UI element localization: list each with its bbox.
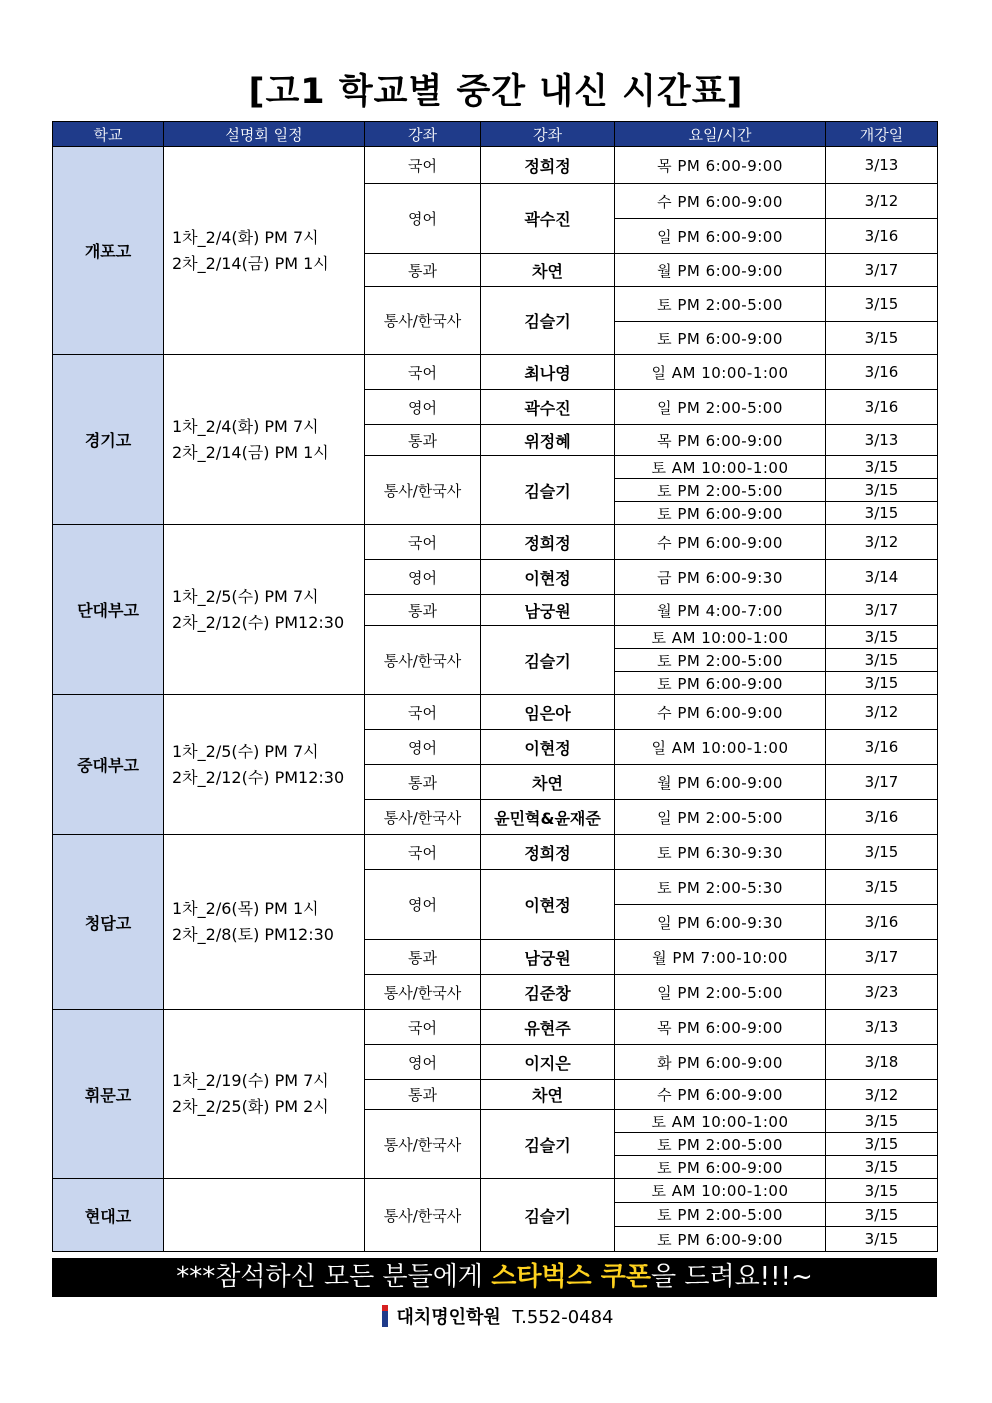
school-name: 개포고 [53,147,164,355]
session-schedule [164,1010,365,1179]
page-title: [고1 학교별 중간 내신 시간표] [248,72,744,112]
session-schedule [164,1179,365,1252]
subject-cell: 통사/한국사 [365,1179,481,1252]
column-header-start-date: 개강일 [826,122,938,147]
subject-cell: 통과 [365,940,481,975]
teacher-cell: 이현정 [481,870,615,940]
column-header-day-time: 요일/시간 [615,122,826,147]
start-date-cell: 3/16 [826,390,938,425]
day-time-cell: 월 PM 4:00-7:00 [615,595,826,626]
subject-cell: 통사/한국사 [365,1110,481,1179]
teacher-cell: 이지은 [481,1045,615,1080]
subject-cell: 영어 [365,1045,481,1080]
teacher-cell: 차연 [481,1080,615,1110]
day-time-cell: 일 PM 2:00-5:00 [615,390,826,425]
session-line: 1차_2/5(수) PM 7시 [172,586,319,606]
subject-cell: 국어 [365,525,481,560]
start-date-cell: 3/12 [826,525,938,560]
start-date-cell: 3/15 [826,322,938,355]
teacher-cell: 김슬기 [481,456,615,525]
day-time-cell: 토 AM 10:00-1:00 [615,1179,826,1203]
subject-cell: 통사/한국사 [365,975,481,1010]
subject-cell: 통과 [365,1080,481,1110]
subject-cell: 영어 [365,560,481,595]
start-date-cell: 3/15 [826,1179,938,1203]
start-date-cell: 3/15 [826,835,938,870]
subject-cell: 통사/한국사 [365,456,481,525]
start-date-cell: 3/17 [826,254,938,287]
day-time-cell: 목 PM 6:00-9:00 [615,1010,826,1045]
table-row [53,1179,938,1203]
subject-cell: 국어 [365,1010,481,1045]
day-time-cell: 금 PM 6:00-9:30 [615,560,826,595]
teacher-cell: 위정혜 [481,425,615,456]
start-date-cell: 3/15 [826,1110,938,1133]
subject-cell: 영어 [365,730,481,765]
day-time-cell: 월 PM 7:00-10:00 [615,940,826,975]
session-schedule [164,695,365,835]
subject-cell: 통과 [365,425,481,456]
start-date-cell: 3/17 [826,765,938,800]
banner-prefix: ***참석하신 모든 분들에게 [176,1262,492,1292]
subject-cell: 통사/한국사 [365,626,481,695]
subject-cell: 영어 [365,184,481,254]
day-time-cell: 토 AM 10:00-1:00 [615,626,826,649]
start-date-cell: 3/12 [826,695,938,730]
start-date-cell: 3/15 [826,456,938,479]
column-header-teacher: 강좌 [481,122,615,147]
teacher-cell: 곽수진 [481,184,615,254]
teacher-cell: 김슬기 [481,1179,615,1252]
start-date-cell: 3/17 [826,940,938,975]
start-date-cell: 3/15 [826,672,938,695]
teacher-cell: 임은아 [481,695,615,730]
start-date-cell: 3/15 [826,287,938,322]
subject-cell: 통과 [365,595,481,626]
day-time-cell: 토 PM 2:00-5:30 [615,870,826,905]
start-date-cell: 3/15 [826,649,938,672]
teacher-cell: 정희정 [481,835,615,870]
day-time-cell: 월 PM 6:00-9:00 [615,254,826,287]
footer-brand: 대치명인학원 [396,1307,501,1328]
day-time-cell: 화 PM 6:00-9:00 [615,1045,826,1080]
day-time-cell: 수 PM 6:00-9:00 [615,525,826,560]
day-time-cell: 월 PM 6:00-9:00 [615,765,826,800]
start-date-cell: 3/13 [826,147,938,184]
start-date-cell: 3/15 [826,502,938,525]
teacher-cell: 남궁원 [481,595,615,626]
school-name: 중대부고 [53,695,164,835]
day-time-cell: 일 PM 6:00-9:00 [615,219,826,254]
session-line: 2차_2/14(금) PM 1시 [172,442,329,462]
teacher-cell: 정희정 [481,147,615,184]
day-time-cell: 토 PM 6:00-9:00 [615,322,826,355]
academy-logo-icon [378,1305,392,1327]
session-line: 2차_2/12(수) PM12:30 [172,767,345,787]
session-line: 2차_2/25(화) PM 2시 [172,1097,329,1116]
day-time-cell: 토 PM 2:00-5:00 [615,1203,826,1227]
day-time-cell: 토 PM 6:30-9:30 [615,835,826,870]
teacher-cell: 이현정 [481,730,615,765]
day-time-cell: 일 PM 2:00-5:00 [615,800,826,835]
column-header-school: 학교 [53,122,164,147]
teacher-cell: 정희정 [481,525,615,560]
subject-cell: 통사/한국사 [365,800,481,835]
start-date-cell: 3/16 [826,730,938,765]
day-time-cell: 일 AM 10:00-1:00 [615,730,826,765]
day-time-cell: 토 PM 2:00-5:00 [615,479,826,502]
teacher-cell: 김슬기 [481,626,615,695]
column-header-session: 설명회 일정 [164,122,365,147]
promo-banner [52,1258,937,1297]
schedule-table [52,121,938,1252]
session-schedule [164,835,365,1010]
table-row [53,525,938,560]
start-date-cell: 3/23 [826,975,938,1010]
teacher-cell: 유현주 [481,1010,615,1045]
school-name: 청담고 [53,835,164,1010]
teacher-cell: 윤민혁&윤재준 [481,800,615,835]
session-line: 1차_2/4(화) PM 7시 [172,416,319,436]
subject-cell: 국어 [365,147,481,184]
start-date-cell: 3/15 [826,1203,938,1227]
subject-cell: 통사/한국사 [365,287,481,355]
teacher-cell: 곽수진 [481,390,615,425]
session-line: 1차_2/19(수) PM 7시 [172,1071,329,1090]
start-date-cell: 3/12 [826,1080,938,1110]
day-time-cell: 일 PM 6:00-9:30 [615,905,826,940]
day-time-cell: 목 PM 6:00-9:00 [615,425,826,456]
school-name: 단대부고 [53,525,164,695]
start-date-cell: 3/15 [826,1133,938,1156]
day-time-cell: 토 PM 6:00-9:00 [615,1156,826,1179]
teacher-cell: 김준창 [481,975,615,1010]
teacher-cell: 최나영 [481,355,615,390]
start-date-cell: 3/15 [826,1156,938,1179]
session-schedule [164,525,365,695]
session-line: 1차_2/4(화) PM 7시 [172,227,319,247]
session-schedule [164,355,365,525]
session-schedule [164,147,365,355]
day-time-cell: 토 AM 10:00-1:00 [615,456,826,479]
subject-cell: 영어 [365,870,481,940]
day-time-cell: 일 AM 10:00-1:00 [615,355,826,390]
subject-cell: 국어 [365,695,481,730]
session-line: 1차_2/5(수) PM 7시 [172,741,319,761]
table-row [53,355,938,390]
school-name: 휘문고 [53,1010,164,1179]
start-date-cell: 3/12 [826,184,938,219]
day-time-cell: 수 PM 6:00-9:00 [615,695,826,730]
footer [0,1305,992,1330]
table-row [53,147,938,184]
subject-cell: 국어 [365,355,481,390]
start-date-cell: 3/14 [826,560,938,595]
subject-cell: 영어 [365,390,481,425]
teacher-cell: 김슬기 [481,287,615,355]
session-line: 2차_2/14(금) PM 1시 [172,253,329,273]
start-date-cell: 3/13 [826,1010,938,1045]
day-time-cell: 토 PM 2:00-5:00 [615,1133,826,1156]
teacher-cell: 차연 [481,254,615,287]
day-time-cell: 토 PM 6:00-9:00 [615,672,826,695]
table-row [53,695,938,730]
school-name: 현대고 [53,1179,164,1252]
start-date-cell: 3/13 [826,425,938,456]
day-time-cell: 수 PM 6:00-9:00 [615,184,826,219]
column-header-subject: 강좌 [365,122,481,147]
day-time-cell: 토 AM 10:00-1:00 [615,1110,826,1133]
table-row [53,835,938,870]
start-date-cell: 3/16 [826,355,938,390]
day-time-cell: 수 PM 6:00-9:00 [615,1080,826,1110]
teacher-cell: 이현정 [481,560,615,595]
school-name: 경기고 [53,355,164,525]
subject-cell: 국어 [365,835,481,870]
footer-phone: T.552-0484 [512,1307,614,1328]
session-line: 1차_2/6(목) PM 1시 [172,899,319,918]
start-date-cell: 3/15 [826,479,938,502]
start-date-cell: 3/17 [826,595,938,626]
start-date-cell: 3/16 [826,800,938,835]
banner-highlight: 스타벅스 쿠폰 [491,1262,651,1292]
day-time-cell: 일 PM 2:00-5:00 [615,975,826,1010]
session-line: 2차_2/12(수) PM12:30 [172,612,345,632]
table-row [53,1010,938,1045]
teacher-cell: 남궁원 [481,940,615,975]
start-date-cell: 3/15 [826,1227,938,1252]
table-header-row [53,122,938,147]
session-line: 2차_2/8(토) PM12:30 [172,925,334,944]
day-time-cell: 목 PM 6:00-9:00 [615,147,826,184]
start-date-cell: 3/16 [826,905,938,940]
teacher-cell: 차연 [481,765,615,800]
day-time-cell: 토 PM 6:00-9:00 [615,502,826,525]
start-date-cell: 3/15 [826,870,938,905]
start-date-cell: 3/18 [826,1045,938,1080]
day-time-cell: 토 PM 2:00-5:00 [615,649,826,672]
subject-cell: 통과 [365,254,481,287]
day-time-cell: 토 PM 6:00-9:00 [615,1227,826,1252]
teacher-cell: 김슬기 [481,1110,615,1179]
schedule-body [53,147,938,1252]
start-date-cell: 3/15 [826,626,938,649]
day-time-cell: 토 PM 2:00-5:00 [615,287,826,322]
start-date-cell: 3/16 [826,219,938,254]
subject-cell: 통과 [365,765,481,800]
banner-suffix: 을 드려요!!!~ [650,1262,813,1292]
